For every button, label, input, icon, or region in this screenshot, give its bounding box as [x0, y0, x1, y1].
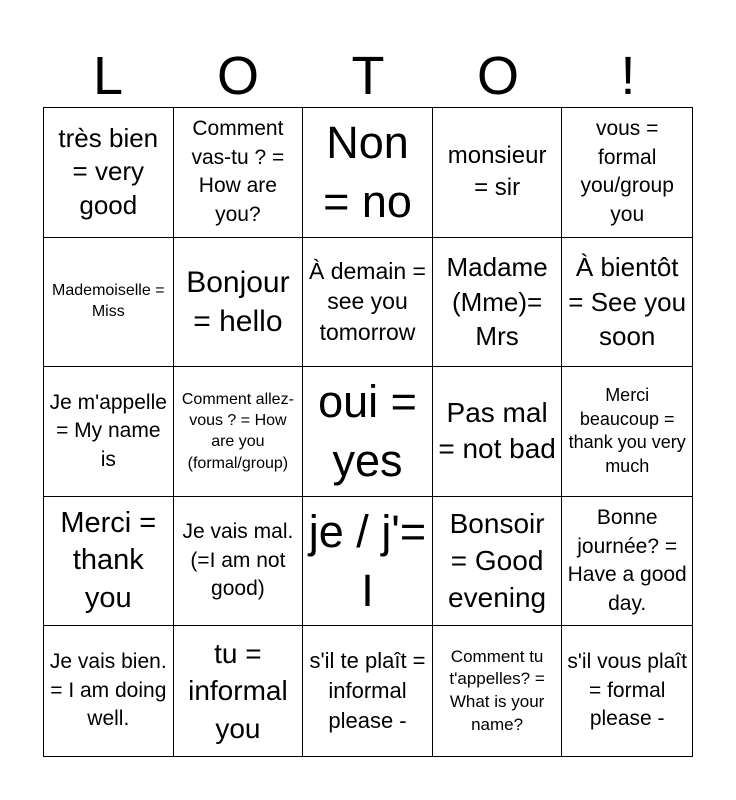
- cell-text: vous = formal you/group you: [580, 117, 674, 226]
- header-letter: L: [92, 46, 124, 106]
- bingo-cell[interactable]: [562, 626, 692, 756]
- header-letter: O: [216, 46, 259, 106]
- bingo-cell[interactable]: [44, 626, 174, 756]
- cell-text: Bonsoir = Good evening: [448, 507, 547, 613]
- bingo-cell[interactable]: [174, 238, 304, 368]
- bingo-cell[interactable]: [303, 626, 433, 756]
- bingo-cell[interactable]: [303, 367, 433, 497]
- cell-text: Merci beaucoup = thank you very much: [568, 384, 686, 477]
- cell-text: Je vais bien. = I am doing well.: [49, 650, 167, 731]
- cell-text: s'il vous plaît = formal please -: [567, 650, 687, 731]
- bingo-cell[interactable]: [562, 238, 692, 368]
- cell-text: Madame (Mme)= Mrs: [446, 252, 548, 352]
- cell-text: Bonne journée? = Have a good day.: [567, 506, 687, 615]
- bingo-cell[interactable]: [433, 367, 563, 497]
- bingo-cell[interactable]: [303, 108, 433, 238]
- bingo-board: [43, 107, 693, 757]
- bingo-cell[interactable]: [433, 497, 563, 627]
- bingo-cell[interactable]: [174, 626, 304, 756]
- bingo-header: [43, 45, 693, 107]
- bingo-cell[interactable]: [433, 108, 563, 238]
- bingo-cell[interactable]: [174, 367, 304, 497]
- cell-text: tu = informal you: [188, 637, 288, 744]
- cell-text: Je m'appelle = My name is: [49, 390, 167, 471]
- bingo-cell[interactable]: [174, 108, 304, 238]
- cell-text: Comment tu t'appelles? = What is your name?: [449, 646, 545, 734]
- cell-text: Comment allez-vous ? = How are you (formal/group): [181, 391, 294, 472]
- bingo-cell[interactable]: [44, 497, 174, 627]
- cell-text: Bonjour = hello: [186, 265, 290, 338]
- cell-text: À bientôt = See you soon: [568, 252, 687, 352]
- bingo-cell[interactable]: [433, 626, 563, 756]
- cell-text: monsieur = sir: [447, 141, 547, 202]
- header-letter: T: [351, 46, 385, 106]
- bingo-cell[interactable]: [562, 367, 692, 497]
- cell-text: oui = yes: [318, 376, 417, 487]
- header-letter: O: [476, 46, 519, 106]
- cell-text: je / j'= I: [308, 505, 427, 617]
- cell-text: Merci = thank you: [60, 506, 157, 614]
- bingo-cell[interactable]: [562, 497, 692, 627]
- bingo-cell[interactable]: [44, 108, 174, 238]
- bingo-cell[interactable]: [433, 238, 563, 368]
- bingo-cell[interactable]: [303, 497, 433, 627]
- cell-text: Non = no: [323, 116, 412, 228]
- bingo-cell[interactable]: [562, 108, 692, 238]
- bingo-cell[interactable]: [44, 367, 174, 497]
- bingo-cell[interactable]: [44, 238, 174, 368]
- cell-text: Comment vas-tu ? = How are you?: [191, 117, 285, 226]
- bingo-cell[interactable]: [174, 497, 304, 627]
- cell-text: très bien = very good: [58, 122, 159, 221]
- cell-text: À demain = see you tomorrow: [308, 257, 426, 346]
- cell-text: Je vais mal. (=I am not good): [182, 520, 294, 601]
- header-letter: !: [620, 46, 636, 106]
- cell-text: Mademoiselle = Miss: [52, 282, 165, 320]
- cell-text: Pas mal = not bad: [438, 397, 556, 465]
- bingo-cell[interactable]: [303, 238, 433, 368]
- cell-text: s'il te plaît = informal please -: [309, 648, 426, 734]
